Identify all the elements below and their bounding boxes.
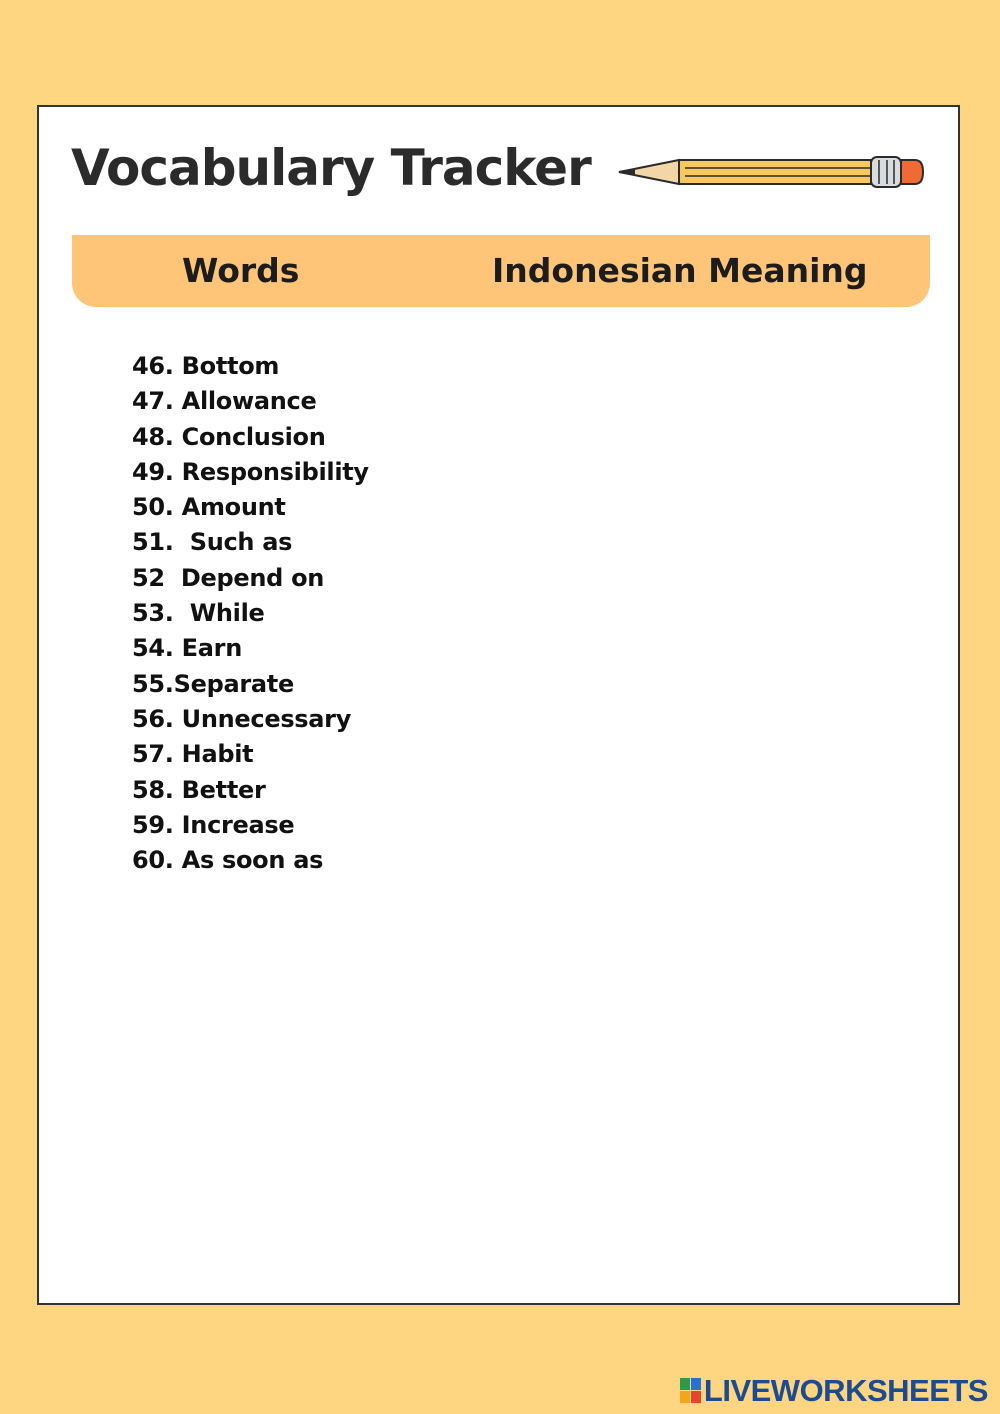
meaning-column-header: Indonesian Meaning [492,251,868,290]
list-item: 53. While [132,599,265,628]
vocabulary-list [132,349,369,878]
liveworksheets-logo-icon [680,1378,702,1404]
list-item: 55.Separate [132,669,294,698]
list-item: 52 Depend on [132,563,325,592]
list-item: 54. Earn [132,634,242,663]
list-item: 56. Unnecessary [132,704,352,733]
list-item: 47. Allowance [132,387,317,416]
list-item: 57. Habit [132,740,254,769]
list-item: 58. Better [132,775,266,804]
list-item: 51. Such as [132,528,293,557]
list-item: 59. Increase [132,810,295,839]
list-item: 60. As soon as [132,846,324,875]
pencil-icon [617,152,927,192]
page-title: Vocabulary Tracker [71,139,591,197]
list-item: 50. Amount [132,493,286,522]
liveworksheets-brand[interactable] [680,1373,988,1409]
worksheet-page [37,105,960,1305]
brand-name: LIVEWORKSHEETS [703,1373,988,1408]
words-column-header: Words [182,251,300,290]
list-item: 48. Conclusion [132,422,326,451]
list-item: 49. Responsibility [132,457,369,486]
list-item: 46. Bottom [132,352,280,380]
column-header-band [72,235,930,307]
